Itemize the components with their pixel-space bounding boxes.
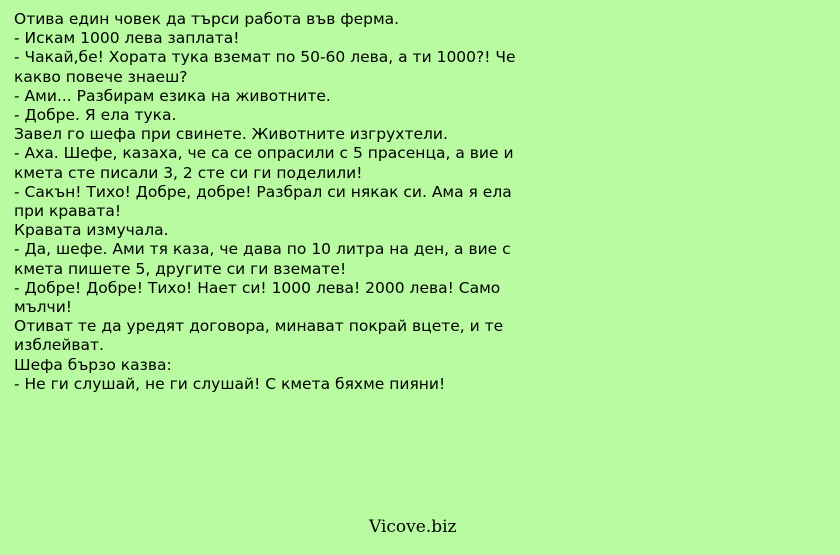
joke-line: - Чакай,бе! Хората тука вземат по 50-60 лева, а ти 1000?! Че xyxy=(14,48,516,67)
joke-line: Завел го шефа при свинете. Животните изгрухтели. xyxy=(14,125,448,144)
joke-line: кмета сте писали 3, 2 сте си ги поделили! xyxy=(14,163,363,182)
joke-line: - Добре! Добре! Тихо! Нает си! 1000 лева! 2000 лева! Само xyxy=(14,278,501,297)
joke-line: - Да, шефе. Ами тя каза, че дава по 10 литра на ден, а вие с xyxy=(14,240,511,259)
joke-line: изблейват. xyxy=(14,336,104,355)
joke-line: мълчи! xyxy=(14,298,72,317)
joke-text xyxy=(14,10,574,394)
joke-line: - Добре. Я ела тука. xyxy=(14,106,177,125)
joke-line: Кравата измучала. xyxy=(14,221,169,240)
joke-line: Шефа бързо казва: xyxy=(14,355,172,374)
joke-line: кмета пишете 5, другите си ги вземате! xyxy=(14,259,347,278)
joke-line: какво повече знаеш? xyxy=(14,67,188,86)
joke-line: Отиват те да уредят договора, минават покрай вцете, и те xyxy=(14,317,504,336)
site-watermark: Vicove.biz xyxy=(369,517,457,537)
joke-line: при кравата! xyxy=(14,202,122,221)
joke-line: Отива един човек да търси работа във ферма. xyxy=(14,10,400,28)
joke-line: - Сакън! Тихо! Добре, добре! Разбрал си някак си. Ама я ела xyxy=(14,182,512,201)
joke-line: - Не ги слушай, не ги слушай! С кмета бяхме пияни! xyxy=(14,374,446,393)
joke-line: - Искам 1000 лева заплата! xyxy=(14,29,240,48)
joke-line: - Аха. Шефе, казаха, че са се опрасили с 5 прасенца, а вие и xyxy=(14,144,514,163)
joke-line: - Ами... Разбирам езика на животните. xyxy=(14,86,331,105)
